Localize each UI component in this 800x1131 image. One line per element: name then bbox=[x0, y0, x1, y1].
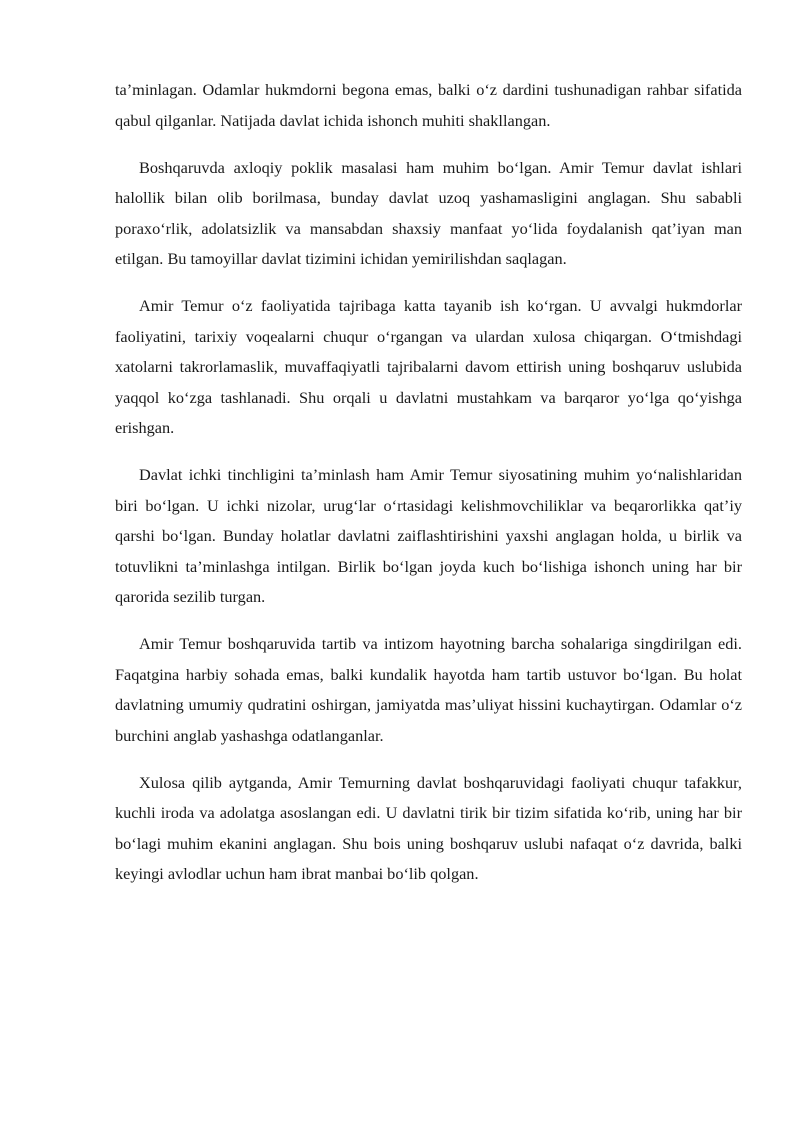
paragraph-continued: ta’minlagan. Odamlar hukmdorni begona emas, balki o‘z dardini tushunadigan rahbar sifatida qabul qilganlar. Natijada davlat ichida ishonch muhiti shakllangan. bbox=[115, 80, 742, 130]
paragraph-moral-purity: Boshqaruvda axloqiy poklik masalasi ham muhim bo‘lgan. Amir Temur davlat ishlari halollik bilan olib borilmasa, bunday davlat uzoq yashamasligini anglagan. Shu sababli poraxo‘rlik, adolatsizlik va mansabdan shaxsiy manfaat yo‘lida foydalanish qat’iyan man etilgan. Bu tamoyillar davlat tizimini ichidan yemirilishdan saqlagan. bbox=[115, 157, 742, 268]
body-text bbox=[115, 75, 742, 906]
paragraph-experience: Amir Temur o‘z faoliyatida tajribaga katta tayanib ish ko‘rgan. U avvalgi hukmdorlar faoliyatini, tarixiy voqealarni chuqur o‘rgangan va ulardan xulosa chiqargan. O‘tmishdagi xatolarni takrorlamaslik, muvaffaqiyatli tajribalarni davom ettirish uning boshqaruv uslubida yaqqol ko‘zga tashlanadi. Shu orqali u davlatni mustahkam va barqaror yo‘lga qo‘yishga erishgan. bbox=[115, 296, 742, 437]
paragraph-internal-peace: Davlat ichki tinchligini ta’minlash ham Amir Temur siyosatining muhim yo‘nalishlaridan biri bo‘lgan. U ichki nizolar, urug‘lar o‘rtasidagi kelishmovchiliklar va beqarorlikka qat’iy qarshi bo‘lgan. Bunday holatlar davlatni zaiflashtirishini yaxshi anglagan holda, u birlik va totuvlikni ta’minlashga intilgan. Birlik bo‘lgan joyda kuch bo‘lishiga ishonch uning har bir qarorida sezilib turgan. bbox=[115, 465, 742, 606]
paragraph-conclusion: Xulosa qilib aytganda, Amir Temurning davlat boshqaruvidagi faoliyati chuqur tafakkur, kuchli iroda va adolatga asoslangan edi. U davlatni tirik bir tizim sifatida ko‘rib, uning har bir bo‘lagi muhim ekanini anglagan. Shu bois uning boshqaruv uslubi nafaqat o‘z davrida, balki keyingi avlodlar uchun ham ibrat manbai bo‘lib qolgan. bbox=[115, 772, 742, 883]
paragraph-order-discipline: Amir Temur boshqaruvida tartib va intizom hayotning barcha sohalariga singdirilgan edi. Faqatgina harbiy sohada emas, balki kundalik hayotda ham tartib ustuvor bo‘lgan. Bu holat davlatning umumiy qudratini oshirgan, jamiyatda mas’uliyat hissini kuchaytirgan. Odamlar o‘z burchini anglab yashashga odatlanganlar. bbox=[115, 634, 742, 745]
